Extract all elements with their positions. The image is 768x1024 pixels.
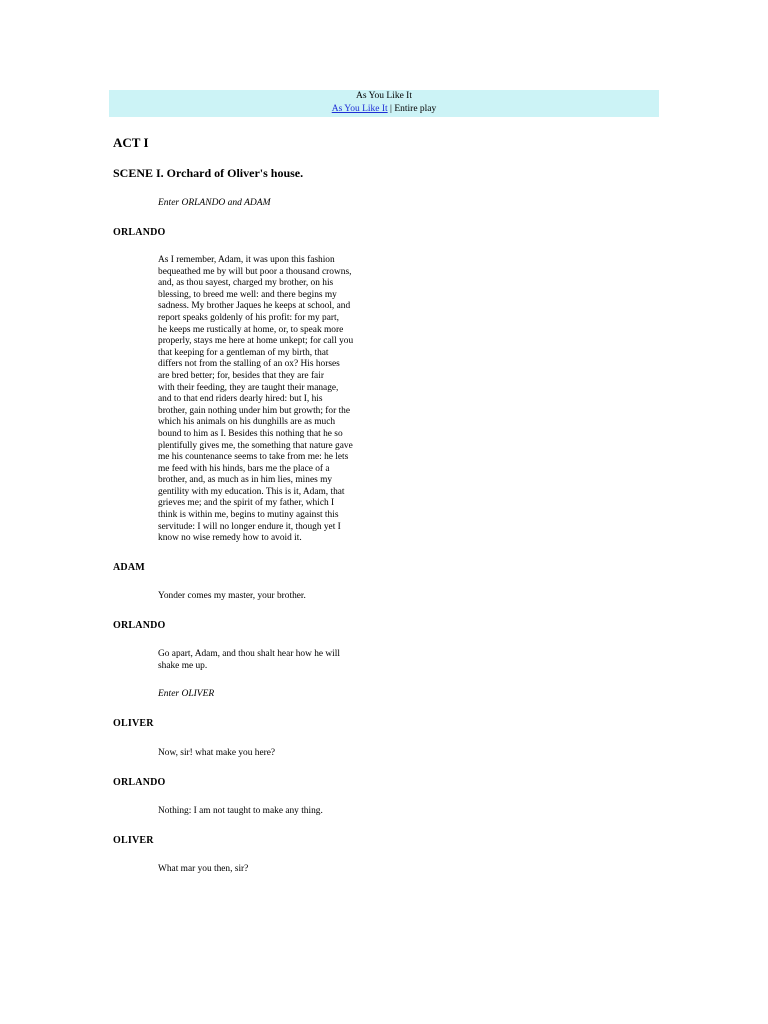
speaker-name: ADAM [113, 562, 145, 573]
speech-line: brother, and, as much as in him lies, mines my [158, 475, 333, 486]
speech-block [158, 864, 373, 876]
speaker-name: ORLANDO [113, 620, 166, 631]
speech-block [158, 591, 373, 603]
speech-line: he keeps me rustically at home, or, to speak more [158, 324, 344, 335]
speech-block [158, 806, 373, 818]
speech-line: differs not from the stalling of an ox? His horses [158, 359, 340, 370]
speech-line: As I remember, Adam, it was upon this fashion [158, 255, 335, 265]
entire-play-label: Entire play [394, 104, 437, 114]
speech-line: me his countenance seems to take from me: he lets [158, 452, 349, 463]
speaker-name: ORLANDO [113, 227, 166, 238]
speech-line: with their feeding, they are taught their manage, [158, 382, 339, 393]
play-header-bar [109, 90, 659, 117]
speech-line: me feed with his hinds, bars me the place of a [158, 463, 330, 474]
play-link[interactable]: As You Like It [331, 104, 388, 114]
stage-direction: Enter OLIVER [158, 689, 215, 699]
speech-line: and to that end riders dearly hired: but I, his [158, 394, 323, 405]
speech-block [158, 748, 373, 760]
speech-line: are bred better; for, besides that they are fair [158, 370, 324, 381]
speech-line: which his animals on his dunghills are as much [158, 417, 336, 428]
speech-line: Nothing: I am not taught to make any thing. [158, 806, 323, 816]
act-heading: ACT I [113, 135, 149, 150]
speech-line: plentifully gives me, the something that nature gave [158, 440, 353, 451]
play-title: As You Like It [356, 91, 412, 101]
speech-line: and, as thou sayest, charged my brother, on his [158, 278, 334, 289]
stage-direction: Enter ORLANDO and ADAM [158, 198, 271, 208]
nav-separator: | [387, 104, 395, 114]
speech-line: brother, gain nothing under him but growth; for the [158, 405, 351, 416]
speech-line: What mar you then, sir? [158, 864, 249, 874]
speech-line: know no wise remedy how to avoid it. [158, 533, 302, 544]
scene-heading: SCENE I. Orchard of Oliver's house. [113, 166, 304, 180]
speech-line: bound to him as I. Besides this nothing that he so [158, 428, 343, 439]
speaker-name: OLIVER [113, 835, 154, 846]
speech-line: sadness. My brother Jaques he keeps at school, and [158, 301, 351, 312]
speech-line: Now, sir! what make you here? [158, 748, 276, 758]
speech-line: gentility with my education. This is it, Adam, that [158, 486, 345, 497]
speaker-name: OLIVER [113, 718, 154, 729]
play-nav [109, 103, 659, 116]
speech-line: that keeping for a gentleman of my birth, that [158, 347, 329, 358]
speech-line: blessing, to breed me well: and there begins my [158, 289, 337, 300]
speech-block [158, 255, 373, 545]
speech-line: properly, stays me here at home unkept; for call you [158, 336, 354, 347]
speech-line: servitude: I will no longer endure it, though yet I [158, 521, 341, 532]
speaker-name: ORLANDO [113, 777, 166, 788]
speech-line: Go apart, Adam, and thou shalt hear how he will [158, 649, 340, 659]
speech-line: Yonder comes my master, your brother. [158, 591, 306, 601]
speech-line: shake me up. [158, 660, 208, 671]
speech-line: think is within me, begins to mutiny against this [158, 510, 339, 521]
speech-line: report speaks goldenly of his profit: for my part, [158, 312, 339, 323]
speech-line: bequeathed me by will but poor a thousand crowns, [158, 266, 352, 277]
speech-line: grieves me; and the spirit of my father, which I [158, 498, 335, 509]
speech-block [158, 649, 373, 672]
